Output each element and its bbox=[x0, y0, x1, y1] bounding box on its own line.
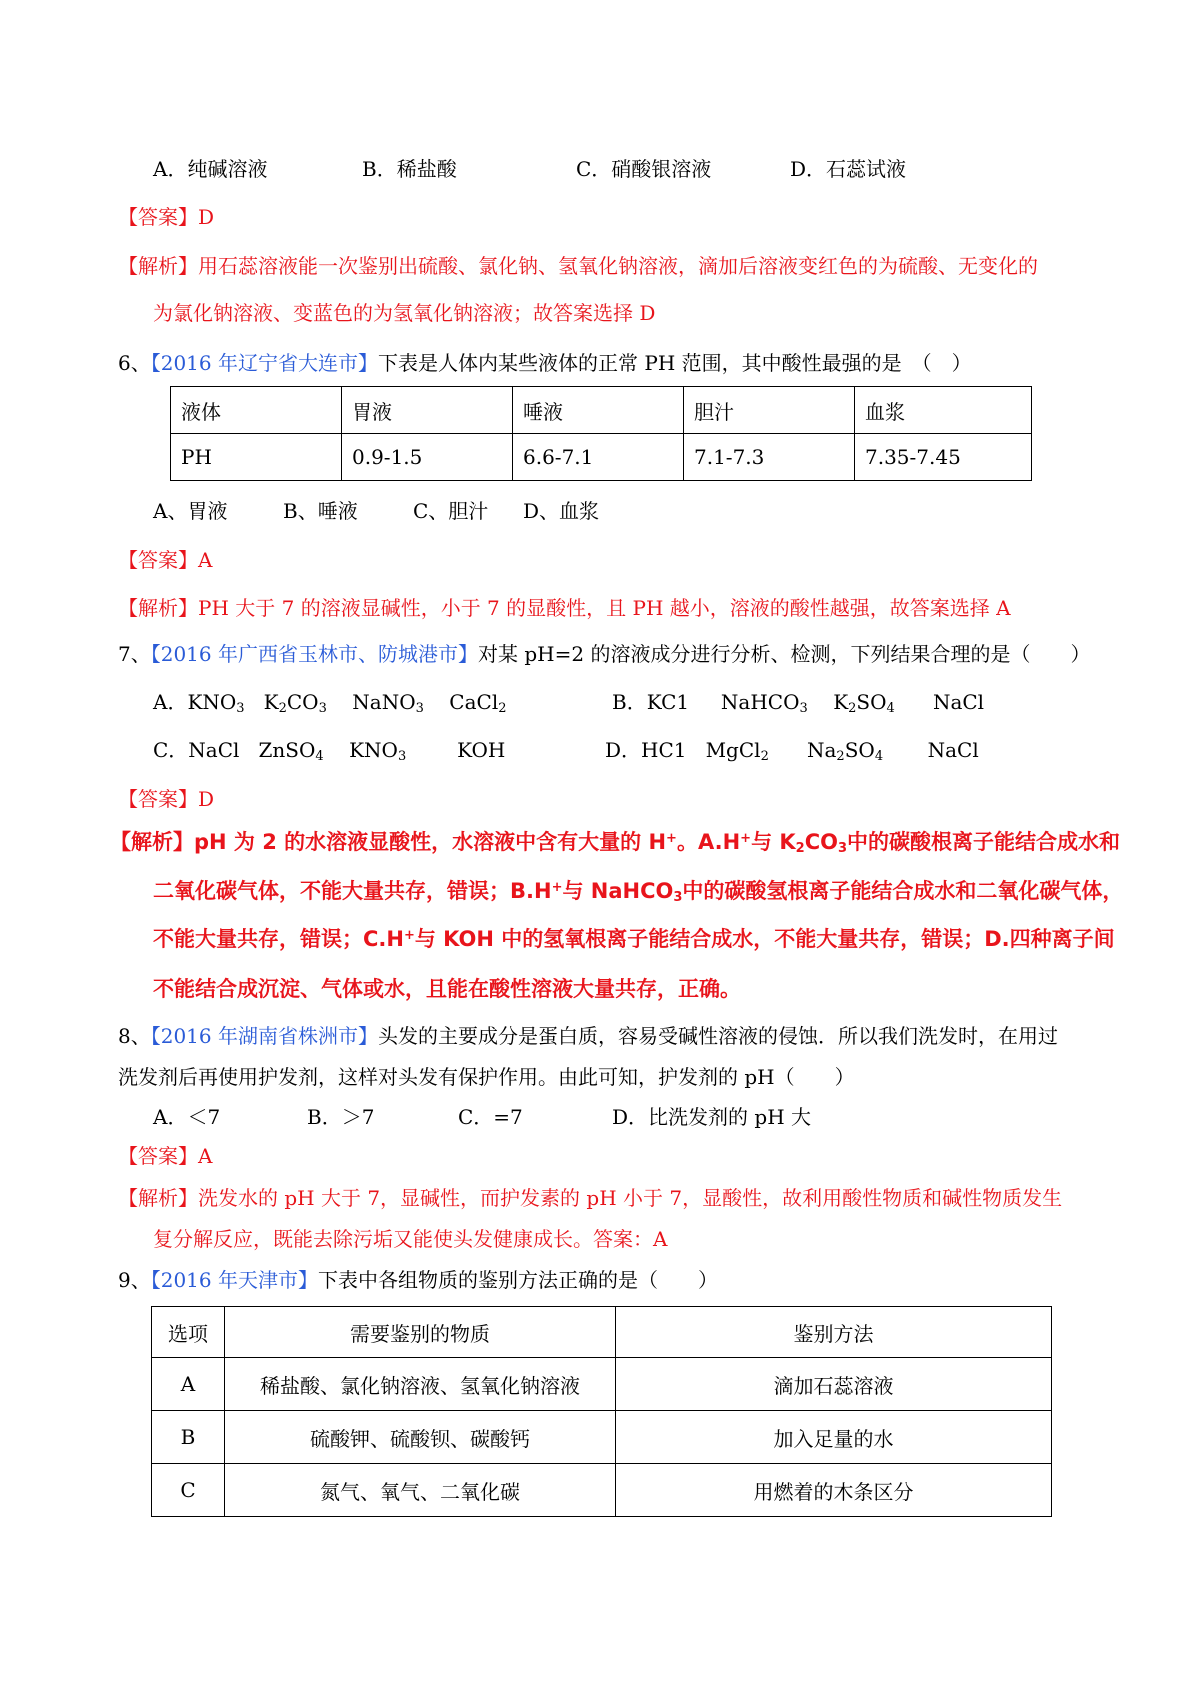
q7-stem bbox=[118, 640, 1090, 668]
answer-tag: 【答案】 bbox=[118, 1144, 198, 1168]
q9-stem bbox=[118, 1266, 718, 1294]
table-row bbox=[152, 1411, 1052, 1464]
q7-option-c: C．NaCl ZnSO$_4$ $KNO_3$ KOH bbox=[153, 738, 506, 764]
table-cell: 胃液 bbox=[342, 387, 513, 434]
question-source: 【2016 年天津市】 bbox=[150, 1268, 318, 1292]
q5-option-d: D．石蕊试液 bbox=[790, 157, 907, 181]
table-cell: 胆汁 bbox=[684, 387, 855, 434]
table-header-cell: 鉴别方法 bbox=[616, 1307, 1052, 1358]
q6-option-c: C、胆汁 bbox=[413, 499, 489, 523]
question-number: 9、 bbox=[118, 1268, 151, 1292]
table-cell: 硫酸钾、硫酸钡、碳酸钙 bbox=[225, 1411, 616, 1464]
q6-option-b: B、唾液 bbox=[283, 499, 358, 523]
table-cell: 氮气、氧气、二氧化碳 bbox=[225, 1464, 616, 1517]
question-source: 【2016 年辽宁省大连市】 bbox=[150, 351, 378, 375]
q5-option-a: A．纯碱溶液 bbox=[153, 157, 268, 181]
analysis-text: 用石蕊溶液能一次鉴别出硫酸、氯化钠、氢氧化钠溶液，滴加后溶液变红色的为硫酸、无变化的 bbox=[198, 254, 1038, 278]
question-source: 【2016 年广西省玉林市、防城港市】 bbox=[150, 642, 478, 666]
question-number: 6、 bbox=[118, 351, 151, 375]
q6-option-d: D、血浆 bbox=[523, 499, 600, 523]
table-cell: C bbox=[152, 1464, 225, 1517]
q8-stem-line2: 洗发剂后再使用护发剂，这样对头发有保护作用。由此可知，护发剂的 pH（ ） bbox=[118, 1065, 855, 1089]
question-text: 下表是人体内某些液体的正常 PH 范围，其中酸性最强的是 （ ） bbox=[378, 351, 972, 375]
answer-value: D bbox=[198, 787, 215, 811]
analysis-text: 。A.H bbox=[676, 830, 741, 854]
analysis-text: 中的碳酸根离子能结合成水和 bbox=[847, 830, 1121, 854]
table-header-cell: 需要鉴别的物质 bbox=[225, 1307, 616, 1358]
question-text: 头发的主要成分是蛋白质，容易受碱性溶液的侵蚀．所以我们洗发时，在用过 bbox=[378, 1024, 1058, 1048]
analysis-text: 中的碳酸氢根离子能结合成水和二氧化碳气体， bbox=[682, 879, 1124, 903]
q7-analysis-line4: 不能结合成沉淀、气体或水，且能在酸性溶液大量共存，正确。 bbox=[153, 977, 741, 1001]
question-text: 下表中各组物质的鉴别方法正确的是（ ） bbox=[318, 1268, 718, 1292]
q5-option-c: C．硝酸银溶液 bbox=[576, 157, 712, 181]
answer-tag: 【答案】 bbox=[118, 548, 198, 572]
analysis-text: 与 K bbox=[751, 830, 796, 854]
q8-option-d: D．比洗发剂的 pH 大 bbox=[612, 1105, 811, 1129]
question-text: 对某 pH=2 的溶液成分进行分析、检测，下列结果合理的是（ ） bbox=[478, 642, 1091, 666]
analysis-tag: 【解析】 bbox=[118, 254, 198, 278]
analysis-text: 与 NaHCO bbox=[562, 879, 674, 903]
q7-answer bbox=[118, 785, 214, 813]
table-row bbox=[152, 1464, 1052, 1517]
answer-value: D bbox=[198, 205, 215, 229]
q8-analysis-line1 bbox=[118, 1184, 1062, 1212]
question-number: 7、 bbox=[118, 642, 151, 666]
q5-option-b: B．稀盐酸 bbox=[362, 157, 457, 181]
q8-option-a: A．＜7 bbox=[153, 1105, 221, 1129]
table-row bbox=[152, 1307, 1052, 1358]
q8-stem-line1 bbox=[118, 1022, 1058, 1050]
q6-ph-table bbox=[170, 386, 1032, 481]
table-row bbox=[171, 434, 1032, 481]
table-cell: 血浆 bbox=[855, 387, 1032, 434]
analysis-text: 与 KOH 中的氢氧根离子能结合成水，不能大量共存，错误；D.四种离子间 bbox=[414, 927, 1115, 951]
table-cell: 用燃着的木条区分 bbox=[616, 1464, 1052, 1517]
q8-answer bbox=[118, 1142, 212, 1170]
q6-stem bbox=[118, 349, 972, 377]
analysis-text: pH 为 2 的水溶液显酸性，水溶液中含有大量的 H bbox=[194, 830, 667, 854]
table-cell: 7.1-7.3 bbox=[684, 434, 855, 481]
analysis-text: 不能大量共存，错误；C.H bbox=[153, 927, 404, 951]
table-cell: 液体 bbox=[171, 387, 342, 434]
table-cell: 滴加石蕊溶液 bbox=[616, 1358, 1052, 1411]
q5-analysis-line1 bbox=[118, 252, 1038, 280]
q9-method-table bbox=[151, 1306, 1052, 1517]
q8-option-b: B．＞7 bbox=[307, 1105, 375, 1129]
table-cell: 唾液 bbox=[513, 387, 684, 434]
q5-answer bbox=[118, 203, 214, 231]
q7-analysis-line1: 【解析】pH 为 2 的水溶液显酸性，水溶液中含有大量的 H+。A.H+与 $K_2CO_3$中的碳酸根离子能结合成水和 bbox=[110, 830, 1121, 856]
q7-analysis-line3: 不能大量共存，错误；C.H+与 KOH 中的氢氧根离子能结合成水，不能大量共存，错误；D.四种离子间 bbox=[153, 927, 1115, 951]
table-cell: 6.6-7.1 bbox=[513, 434, 684, 481]
analysis-tag: 【解析】 bbox=[118, 1186, 198, 1210]
analysis-tag: 【解析】 bbox=[110, 830, 194, 854]
table-cell: 7.35-7.45 bbox=[855, 434, 1032, 481]
answer-tag: 【答案】 bbox=[118, 205, 198, 229]
analysis-tag: 【解析】 bbox=[118, 596, 198, 620]
analysis-text: 二氧化碳气体，不能大量共存，错误；B.H bbox=[153, 879, 552, 903]
answer-value: A bbox=[198, 1144, 213, 1168]
q7-option-b: B．KC1 NaHCO$_3$ $K_2SO_4$ NaCl bbox=[612, 690, 985, 716]
table-cell: B bbox=[152, 1411, 225, 1464]
table-cell: PH bbox=[171, 434, 342, 481]
analysis-text: 洗发水的 pH 大于 7，显碱性，而护发素的 pH 小于 7，显酸性，故利用酸性物质和碱性物质发生 bbox=[198, 1186, 1063, 1210]
question-number: 8、 bbox=[118, 1024, 151, 1048]
table-cell: 0.9-1.5 bbox=[342, 434, 513, 481]
q7-analysis-line2: 二氧化碳气体，不能大量共存，错误；B.H+与 NaHCO$_3$中的碳酸氢根离子能结合成水和二氧化碳气体， bbox=[153, 879, 1124, 905]
q7-option-a: A．$KNO_3$ $K_2CO_3$ NaNO$_3$ CaCl$_2$ bbox=[153, 690, 507, 716]
table-cell: 加入足量的水 bbox=[616, 1411, 1052, 1464]
table-cell: A bbox=[152, 1358, 225, 1411]
answer-value: A bbox=[198, 548, 213, 572]
q8-option-c: C．=7 bbox=[458, 1105, 523, 1129]
table-row bbox=[152, 1358, 1052, 1411]
answer-tag: 【答案】 bbox=[118, 787, 198, 811]
table-cell: 稀盐酸、氯化钠溶液、氢氧化钠溶液 bbox=[225, 1358, 616, 1411]
q6-analysis bbox=[118, 594, 1011, 622]
q5-analysis-line2: 为氯化钠溶液、变蓝色的为氢氧化钠溶液；故答案选择 D bbox=[153, 301, 656, 325]
table-row bbox=[171, 387, 1032, 434]
q7-option-d: D．HC1 MgCl$_2$ $Na_2SO_4$ NaCl bbox=[605, 738, 979, 764]
q6-answer bbox=[118, 546, 212, 574]
analysis-text: PH 大于 7 的溶液显碱性，小于 7 的显酸性，且 PH 越小，溶液的酸性越强，故答案选择 A bbox=[198, 596, 1011, 620]
q6-option-a: A、胃液 bbox=[153, 499, 228, 523]
table-header-cell: 选项 bbox=[152, 1307, 225, 1358]
question-source: 【2016 年湖南省株洲市】 bbox=[150, 1024, 378, 1048]
q8-analysis-line2: 复分解反应，既能去除污垢又能使头发健康成长。答案：A bbox=[153, 1227, 668, 1251]
